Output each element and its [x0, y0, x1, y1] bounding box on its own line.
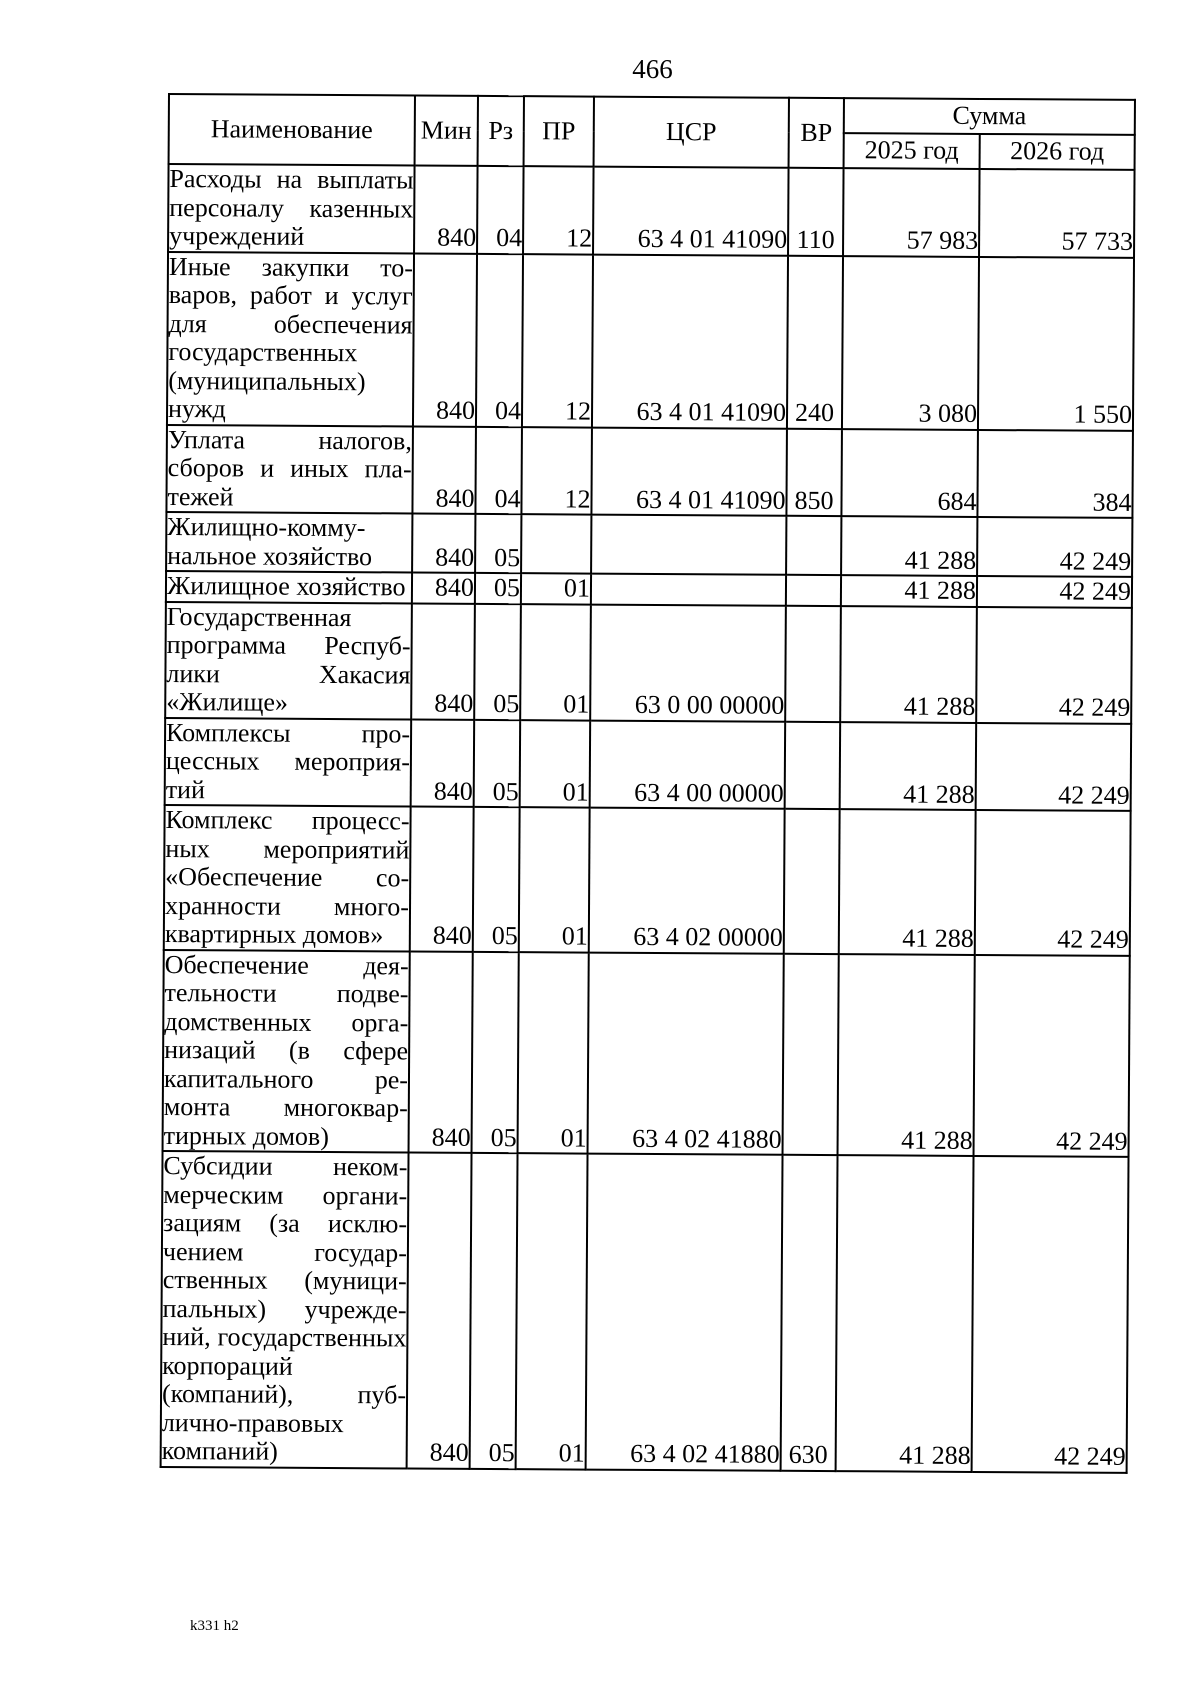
row-sum-2025: 41 288	[840, 722, 977, 810]
row-min: 840	[413, 253, 477, 426]
row-rz: 05	[474, 603, 521, 719]
row-rz: 05	[474, 719, 521, 807]
row-min: 840	[414, 166, 478, 254]
row-csr: 63 4 02 41880	[588, 952, 784, 1155]
row-rz: 04	[477, 166, 524, 254]
row-sum-2026: 42 249	[976, 606, 1132, 723]
row-sum-2025: 41 288	[838, 954, 975, 1156]
row-rz: 05	[475, 514, 521, 573]
row-sum-2026: 42 249	[976, 722, 1132, 810]
header-vr: ВР	[789, 98, 844, 168]
row-name: Уплата налогов, сборов и иных платежей	[166, 424, 413, 513]
row-sum-2025: 41 288	[839, 809, 976, 954]
row-sum-2026: 42 249	[974, 954, 1130, 1156]
row-csr: 63 4 01 41090	[592, 254, 788, 428]
row-pr: 01	[516, 1153, 588, 1469]
header-sum: Сумма	[844, 98, 1135, 135]
row-name: Жилищно-коммунальное хозяйство	[166, 512, 412, 573]
row-rz: 05	[470, 1153, 518, 1469]
row-sum-2025: 3 080	[842, 256, 979, 430]
row-vr: 110	[788, 168, 844, 256]
row-vr	[786, 575, 841, 606]
header-csr: ЦСР	[594, 97, 789, 168]
row-csr: 63 0 00 00000	[590, 604, 786, 721]
row-sum-2025: 41 288	[841, 516, 977, 576]
row-pr: 12	[521, 427, 592, 515]
row-sum-2026: 42 249	[977, 576, 1132, 607]
row-csr: 63 4 01 41090	[593, 167, 789, 256]
header-name: Наименование	[169, 94, 415, 166]
row-min: 840	[407, 1152, 472, 1468]
header-pr: ПР	[524, 96, 594, 166]
row-vr	[783, 953, 839, 1155]
row-rz: 04	[475, 426, 522, 514]
row-vr	[785, 721, 841, 809]
row-name: Субсидии некоммерческим организациям (за исключением государственных (муниципальных) учреждений, государственных корпораций (компаний), публично-правовых компаний)	[161, 1151, 409, 1468]
row-sum-2025: 684	[841, 429, 978, 517]
row-vr	[785, 605, 841, 721]
row-csr	[591, 515, 786, 575]
row-rz: 05	[475, 573, 521, 604]
table-row	[161, 1151, 1129, 1472]
table-row	[168, 164, 1135, 257]
budget-table	[160, 93, 1136, 1473]
row-sum-2025: 41 288	[840, 606, 977, 723]
row-csr: 63 4 02 00000	[589, 808, 785, 954]
row-pr	[521, 514, 591, 573]
row-name: Комплекс процессных мероприятий «Обеспечение сохранности многоквартирных домов»	[164, 804, 410, 950]
row-sum-2025: 57 983	[843, 168, 980, 256]
row-sum-2026: 1 550	[978, 256, 1134, 430]
budget-table-container	[160, 93, 1134, 1473]
row-rz: 04	[476, 253, 523, 426]
row-name: Обеспечение деятельности подведомственных организаций (в сфере капитального ремонта многоквартирных домов)	[163, 949, 409, 1151]
row-sum-2026: 42 249	[975, 810, 1131, 955]
row-sum-2026: 42 249	[972, 1156, 1129, 1472]
table-row	[165, 601, 1132, 723]
table-row	[166, 424, 1133, 517]
table-header	[169, 94, 1135, 170]
table-row	[163, 949, 1130, 1156]
row-pr: 01	[519, 807, 590, 952]
row-vr	[786, 516, 841, 575]
header-min: Мин	[415, 96, 478, 166]
row-vr: 850	[786, 428, 842, 516]
row-pr: 12	[522, 254, 593, 427]
table-row	[165, 717, 1132, 810]
row-name: Государственная программа Республики Хакасия «Жилище»	[165, 601, 412, 719]
table-row	[167, 252, 1134, 431]
row-min: 840	[412, 426, 476, 514]
row-name: Расходы на выплаты персоналу казенных учреждений	[168, 164, 415, 253]
row-rz: 05	[472, 951, 519, 1153]
row-min: 840	[410, 806, 474, 951]
table-body	[161, 164, 1135, 1472]
row-sum-2025: 41 288	[841, 575, 977, 606]
row-name: Жилищное хозяйство	[166, 571, 412, 603]
row-sum-2026: 57 733	[979, 169, 1135, 257]
row-csr: 63 4 00 00000	[590, 720, 786, 809]
row-sum-2025: 41 288	[836, 1155, 974, 1471]
row-pr: 01	[520, 604, 591, 720]
row-vr: 630	[781, 1155, 838, 1471]
header-year-2025: 2025 год	[844, 133, 980, 169]
header-year-2026: 2026 год	[980, 134, 1135, 170]
row-pr: 01	[518, 952, 589, 1154]
row-sum-2026: 384	[977, 429, 1133, 517]
footer-code: k331 h2	[190, 1618, 239, 1634]
row-csr: 63 4 01 41090	[591, 427, 787, 516]
row-min: 840	[412, 514, 475, 573]
row-rz: 05	[473, 807, 520, 952]
row-pr: 01	[521, 573, 591, 604]
row-min: 840	[411, 719, 475, 807]
row-min: 840	[412, 572, 475, 603]
row-vr	[784, 809, 840, 954]
row-sum-2026: 42 249	[977, 517, 1132, 577]
row-csr: 63 4 02 41880	[586, 1154, 783, 1471]
row-min: 840	[411, 603, 475, 719]
row-min: 840	[409, 951, 473, 1153]
table-row	[164, 805, 1131, 955]
row-csr	[591, 574, 786, 606]
header-rz: Рз	[478, 96, 524, 166]
row-vr: 240	[787, 255, 843, 428]
page-number: 466	[632, 54, 673, 84]
row-pr: 12	[523, 166, 594, 254]
row-name: Комплексы процессных мероприятий	[165, 717, 412, 806]
row-name: Иные закупки товаров, работ и услуг для обеспечения государственных (муниципальных) нужд	[167, 252, 414, 426]
table-row	[166, 512, 1132, 577]
row-pr: 01	[520, 720, 591, 808]
